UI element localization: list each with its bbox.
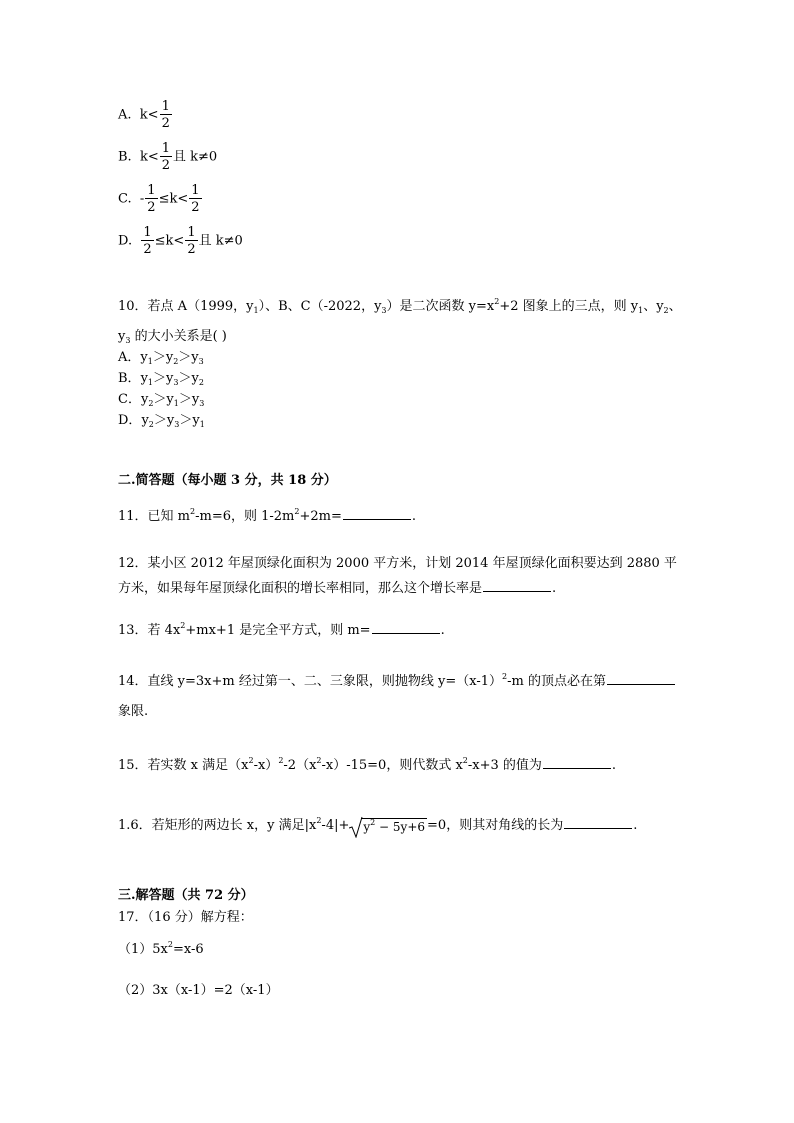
q9-option-d: D. $\frac{1}{2}$ ≤k< $\frac{1}{2}$ 且 k≠0 xyxy=(118,225,243,257)
fraction: $\frac{1}{2}$ xyxy=(191,183,200,215)
q14-line1: 14．直线 y=3x+m 经过第一、二、三象限，则抛物线 $y=(x-1)^2-m$ 的顶点必在第 xyxy=(118,672,676,688)
q15: 15．若实数 x 满足$(x^2-x)^2-2(x^2-x)-15=0$，则代数式 $x^2-x+3$ 的值为 . xyxy=(118,756,617,773)
q9-option-b: B. k< $\frac{1}{2}$ 且 k≠0 xyxy=(118,141,218,173)
fraction: $\frac{1}{2}$ xyxy=(187,225,196,257)
q17-stem: 17．（16 分）解方程： xyxy=(118,910,253,925)
square-root: $y^2 - 5y+6$ xyxy=(349,818,427,834)
q16: 1.6．若矩形的两边长 x，y 满足$|x^2-4|+$ $y^2 - 5y+6 =0$，则其对角线的长为 . xyxy=(118,816,637,834)
q12-line2: 方米，如果每年屋顶绿化面积的增长率相同，那么这个增长率是 . xyxy=(118,581,557,596)
section-2-heading: 二.简答题（每小题 3 分，共 18 分） xyxy=(118,473,337,488)
q12-line1: 12．某小区 2012 年屋顶绿化面积为 2000 平方米，计划 2014 年屋顶绿化面积要达到 2880 平 xyxy=(118,556,677,571)
fraction: $\frac{1}{2}$ xyxy=(161,99,170,131)
q10-option-c: C．$y_2>y_1>y_3$ xyxy=(118,392,205,408)
fraction: $\frac{1}{2}$ xyxy=(147,183,156,215)
q13: 13．若 $4x^2+mx+1$ 是完全平方式，则 m= . xyxy=(118,621,445,638)
q10-option-a: A．$y_1>y_2>y_3$ xyxy=(118,350,204,366)
section-3-heading: 三.解答题（共 72 分） xyxy=(118,888,254,903)
q9-option-c: C. - $\frac{1}{2}$ ≤k< $\frac{1}{2}$ xyxy=(118,183,200,215)
q10-option-b: B．$y_1>y_3>y_2$ xyxy=(118,371,204,387)
answer-blank[interactable] xyxy=(483,579,551,592)
answer-blank[interactable] xyxy=(607,672,675,685)
q10-stem: 10．若点 A（1999，$y_1$）、B、C（-2022，$y_3$）是二次函数 $y=x^2+2$ 图象上的三点，则 $y_1$、$y_2$、 xyxy=(118,297,682,315)
fraction: $\frac{1}{2}$ xyxy=(143,225,152,257)
q14-line2: 象限. xyxy=(118,704,149,719)
answer-blank[interactable] xyxy=(372,621,440,634)
answer-blank[interactable] xyxy=(543,756,611,769)
radical-sign-icon xyxy=(349,816,363,838)
q17-part2: （2）3x（x-1）=2（x-1） xyxy=(118,983,279,998)
q11: 11．已知 $m^2-m=6$，则 $1-2m^2+2m=$ . xyxy=(118,507,417,524)
q10-stem-line2: $y_3$ 的大小关系是( ) xyxy=(118,329,227,345)
q9-option-a: A. k< $\frac{1}{2}$ xyxy=(118,99,170,131)
answer-blank[interactable] xyxy=(564,816,632,829)
q17-part1: $(1)5x^2=x-6$ xyxy=(118,940,204,957)
answer-blank[interactable] xyxy=(343,507,411,520)
q10-option-d: D．$y_2>y_3>y_1$ xyxy=(118,413,205,429)
fraction: $\frac{1}{2}$ xyxy=(161,141,171,173)
